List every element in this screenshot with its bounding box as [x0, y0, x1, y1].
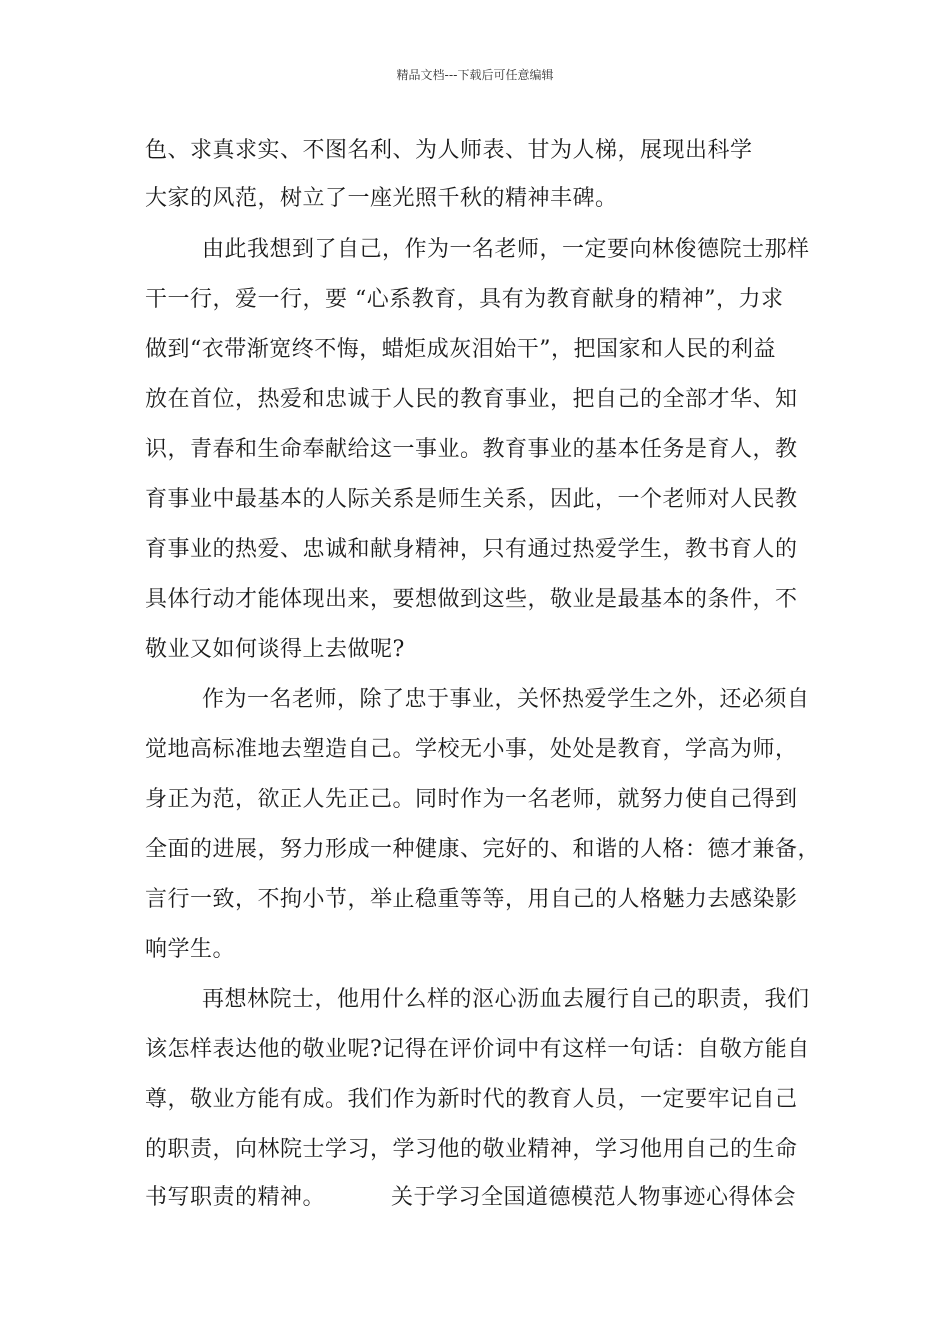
text-line: 具体行动才能体现出来，要想做到这些，敬业是最基本的条件，不 — [145, 587, 798, 612]
text-line: 言行一致，不拘小节，举止稳重等等，用自己的人格魅力去感染影 — [145, 887, 798, 912]
text-line: 由此我想到了自己，作为一名老师，一定要向林俊德院士那样 — [202, 237, 810, 262]
text-line: 色、求真求实、不图名利、为人师表、甘为人梯，展现出科学 — [145, 138, 753, 163]
text-line: 做到“衣带渐宽终不悔，蜡炬成灰泪始干”，把国家和人民的利益 — [145, 337, 776, 362]
text-line: 育事业中最基本的人际关系是师生关系，因此，一个老师对人民教 — [145, 487, 798, 512]
text-line: 的职责，向林院士学习，学习他的敬业精神，学习他用自己的生命 — [145, 1137, 798, 1162]
page-header: 精品文档---下载后可任意编辑 — [396, 68, 554, 82]
text-line: 再想林院士，他用什么样的沤心沥血去履行自己的职责，我们 — [202, 987, 810, 1012]
text-line: 全面的进展，努力形成一种健康、完好的、和谐的人格：德才兼备， — [145, 837, 821, 862]
text-line: 识，青春和生命奉献给这一事业。教育事业的基本任务是育人，教 — [145, 437, 798, 462]
text-line: 身正为范，欲正人先正己。同时作为一名老师，就努力使自己得到 — [145, 787, 798, 812]
text-line: 该怎样表达他的敬业呢?记得在评价词中有这样一句话：自敬方能自 — [145, 1037, 810, 1062]
next-article-title: 关于学习全国道德模范人物事迹心得体会 — [391, 1185, 797, 1210]
text-line: 尊，敬业方能有成。我们作为新时代的教育人员，一定要牢记自己 — [145, 1087, 798, 1112]
text-line: 放在首位，热爱和忠诚于人民的教育事业，把自己的全部才华、知 — [145, 387, 798, 412]
text-line: 敬业又如何谈得上去做呢? — [145, 637, 405, 662]
text-line: 觉地高标准地去塑造自己。学校无小事，处处是教育，学高为师， — [145, 737, 798, 762]
text-line-content: 书写职责的精神。 — [145, 1185, 326, 1210]
text-line — [145, 1183, 825, 1213]
text-line: 大家的风范，树立了一座光照千秋的精神丰碑。 — [145, 186, 618, 211]
text-line: 干一行，爱一行，要 “心系教育，具有为教育献身的精神”，力求 — [145, 287, 784, 312]
text-line: 育事业的热爱、忠诚和献身精神，只有通过热爱学生，教书育人的 — [145, 537, 798, 562]
text-line: 作为一名老师，除了忠于事业，关怀热爱学生之外，还必须自 — [202, 687, 810, 712]
text-line: 响学生。 — [145, 937, 236, 962]
